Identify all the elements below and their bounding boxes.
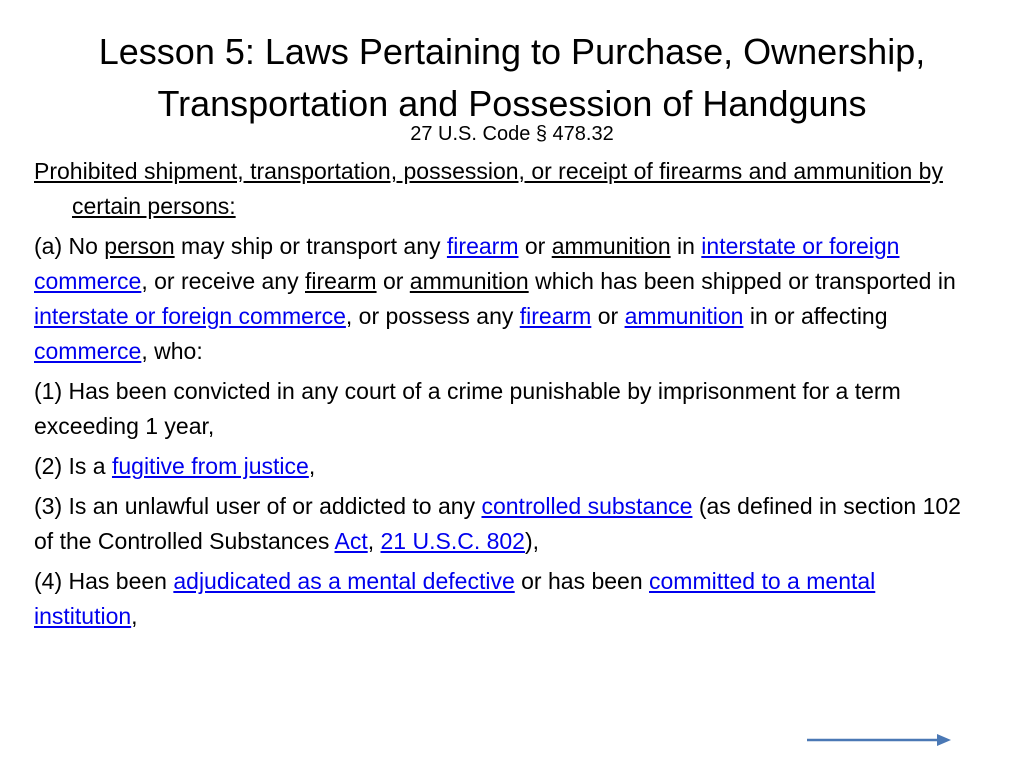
item-4	[34, 564, 974, 634]
slide-title	[40, 26, 984, 130]
text-segment: ),	[524, 528, 540, 554]
slide-body	[34, 154, 974, 639]
text-segment: (as defined in section 102 of the Controlled Substances	[34, 493, 961, 554]
controlled-substance-link[interactable]: controlled substance	[481, 493, 693, 519]
text-segment: which has been shipped or transported in	[528, 268, 956, 294]
firearm-term: firearm	[305, 268, 377, 294]
text-segment: in or affecting	[743, 303, 888, 329]
interstate-commerce-link[interactable]: interstate or foreign commerce	[34, 233, 900, 294]
text-segment: ,	[367, 528, 381, 554]
section-heading: Prohibited shipment, transportation, possession, or receipt of firearms and ammunition by certain persons:	[34, 158, 943, 219]
slide-title-line2: Transportation and Possession of Handguns	[157, 83, 867, 124]
person-term: person	[104, 233, 175, 259]
firearm-link[interactable]: firearm	[446, 233, 519, 259]
adjudicated-mental-defective-link[interactable]: adjudicated as a mental defective	[173, 568, 515, 594]
text-segment: ,	[308, 453, 316, 479]
text-segment: (3) Is an unlawful user of or addicted to any	[34, 493, 482, 519]
committed-mental-institution-link[interactable]: committed to a mental institution	[34, 568, 876, 629]
text-segment: or	[518, 233, 552, 259]
item-3	[34, 489, 974, 559]
act-link[interactable]: Act	[334, 528, 368, 554]
text-segment: ,	[131, 603, 138, 629]
text-segment: (a) No	[34, 233, 105, 259]
firearm-link[interactable]: firearm	[519, 303, 592, 329]
text-segment: , or possess any	[345, 303, 520, 329]
commerce-link[interactable]: commerce	[34, 338, 142, 364]
item-2	[34, 449, 974, 484]
text-segment: (4) Has been	[34, 568, 174, 594]
text-segment: may ship or transport any	[174, 233, 447, 259]
fugitive-from-justice-link[interactable]: fugitive from justice	[111, 453, 309, 479]
statute-citation: 27 U.S. Code § 478.32	[410, 123, 614, 145]
usc-802-link[interactable]: 21 U.S.C. 802	[380, 528, 525, 554]
paragraph-a	[34, 229, 974, 369]
text-segment: in	[670, 233, 702, 259]
text-segment: or has been	[514, 568, 650, 594]
interstate-commerce-link[interactable]: interstate or foreign commerce	[34, 303, 346, 329]
arrow-head	[937, 734, 951, 746]
right-arrow-icon[interactable]	[805, 731, 953, 749]
text-segment: , or receive any	[141, 268, 305, 294]
slide-title-line1: Lesson 5: Laws Pertaining to Purchase, Ownership,	[98, 31, 926, 72]
ammunition-term: ammunition	[551, 233, 671, 259]
ammunition-term: ammunition	[409, 268, 529, 294]
text-segment: (2) Is a	[34, 453, 112, 479]
item-1: (1) Has been convicted in any court of a crime punishable by imprisonment for a term exceeding 1 year,	[34, 378, 901, 439]
text-segment: or	[591, 303, 625, 329]
text-segment: or	[376, 268, 410, 294]
text-segment: , who:	[141, 338, 203, 364]
ammunition-link[interactable]: ammunition	[624, 303, 744, 329]
